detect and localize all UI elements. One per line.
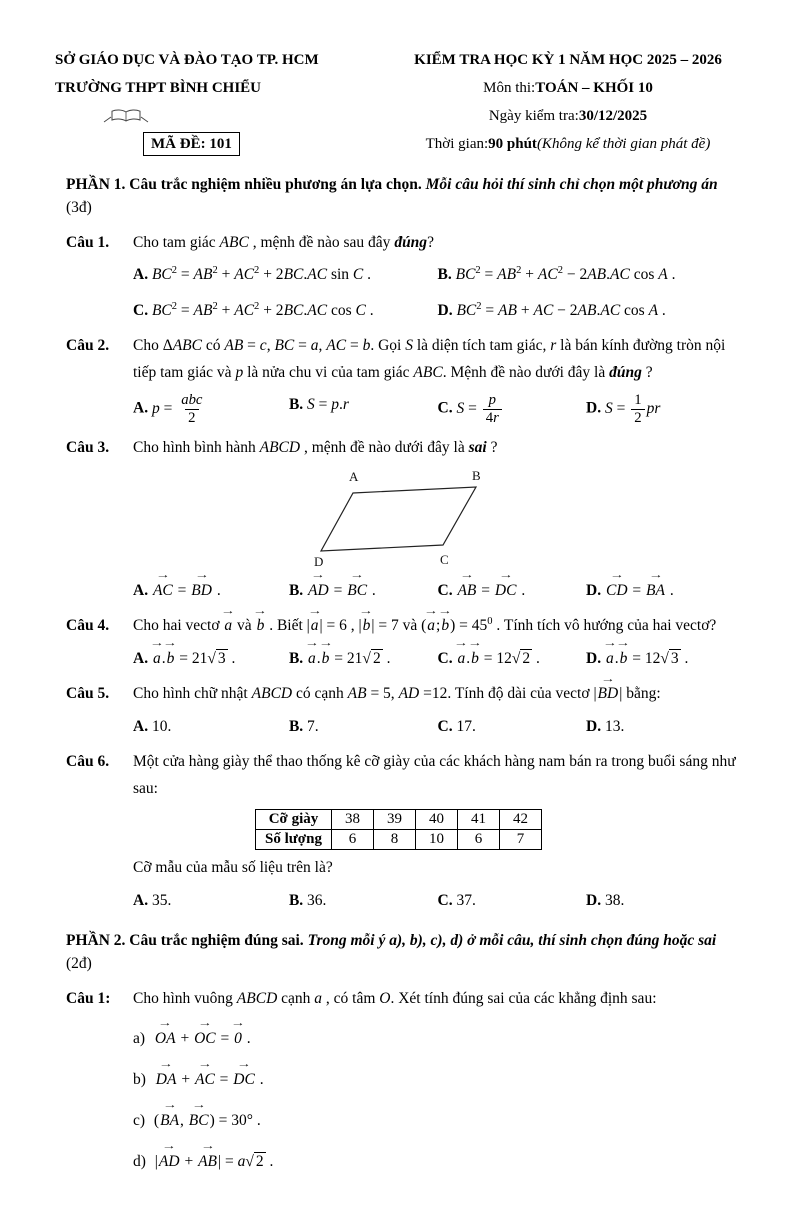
ornament-row: [55, 102, 390, 130]
option: [586, 888, 742, 914]
table-cell: 42: [499, 810, 541, 830]
exam-date: [394, 102, 742, 130]
part1-heading-note: Mỗi câu hỏi thí sinh chỉ chọn một phương án: [421, 176, 718, 193]
statement-text: DA → + AC → = DC → .: [155, 1071, 264, 1088]
question-body: Cho hình vuông ABCD cạnh a , có tâm O. Xét tính đúng sai của các khẳng định sau:: [133, 989, 657, 1007]
option-key: D.: [586, 649, 602, 667]
option: [289, 646, 438, 672]
option-key: C.: [437, 891, 453, 909]
book-pen-ornament-icon: [103, 108, 149, 124]
option-text: $BC^2 = AB^2 + AC^2 - 2AB.AC$ cos A .: [455, 265, 676, 284]
statement-key: b): [133, 1071, 146, 1089]
exam-title: [394, 46, 742, 74]
statement: [133, 1107, 742, 1135]
exam-code-row: [55, 130, 390, 158]
answer-options: [133, 646, 742, 672]
option-text: 38.: [604, 891, 625, 909]
row-label: Số lượng: [256, 830, 332, 850]
statement-text: |AD → + AB →| = a√ 2 .: [155, 1153, 274, 1170]
question-body: Cho tam giác ABC , mệnh đề nào sau đây đúng?: [133, 233, 434, 251]
answer-options: [133, 262, 742, 324]
statements: [133, 1025, 742, 1176]
option-text: S = p.r: [307, 396, 349, 414]
option: [289, 578, 438, 604]
statement-key: a): [133, 1030, 146, 1048]
option-key: A.: [133, 717, 149, 735]
option-text: p = $\frac{\text{abc}}{2}$: [151, 392, 203, 426]
table-cell: 41: [457, 810, 499, 830]
question-label: Câu 1.: [66, 233, 110, 251]
part2-heading-bold: PHẦN 2. Câu trắc nghiệm đúng sai.: [66, 932, 304, 950]
option: [438, 298, 743, 324]
option: [133, 298, 438, 324]
exam-duration: [394, 130, 742, 158]
option-key: D.: [586, 891, 602, 909]
option-key: D.: [586, 581, 602, 599]
option: [438, 714, 587, 740]
option-key: C.: [437, 717, 453, 735]
svg-text:B: B: [472, 467, 481, 483]
question-body: Cho ΔABC có AB = c, BC = a, AC = b. Gọi S là diện tích tam giác, r là bán kính đường tròn nội tiếp tam giác và p là nửa chu vi của tam giác ABC. Mệnh đề nào dưới đây là đúng ?: [133, 336, 726, 381]
part1-heading-points: (3đ): [66, 199, 92, 217]
department-name-text: SỞ GIÁO DỤC VÀ ĐÀO TẠO TP. HCM: [55, 51, 319, 68]
option-key: C.: [437, 581, 453, 599]
option-text: a →.b → = 21√ 2 .: [307, 650, 390, 667]
option-text: $BC^2$ = AB + AC − 2AB.AC cos A .: [456, 300, 666, 319]
part2-heading: [55, 929, 742, 976]
subject-value: TOÁN – KHỐI 10: [535, 79, 653, 96]
option-key: C.: [133, 301, 149, 319]
statement-text: (BA →, BC →) = 30° .: [154, 1112, 261, 1129]
question-body: Cho hình chữ nhật ABCD có cạnh AB = 5, AD =12. Tính độ dài của vectơ |BD →| bằng:: [133, 681, 742, 708]
option-key: B.: [288, 891, 304, 909]
statement: [133, 1025, 742, 1053]
question-label: Câu 1:: [66, 989, 111, 1007]
option: [586, 714, 742, 740]
option-key: B.: [288, 717, 304, 735]
exam-code-box: MÃ ĐỀ: 101: [143, 132, 240, 156]
option-text: $BC^2 = AB^2 + AC^2 + 2BC.AC$ sin C .: [151, 265, 371, 284]
answer-options: [133, 888, 742, 914]
option-text: a →.b → = 21√ 3 .: [152, 650, 235, 667]
table-cell: 39: [373, 810, 415, 830]
table-cell: 38: [331, 810, 373, 830]
option-text: 35.: [151, 891, 172, 909]
option: [289, 392, 438, 426]
option: [289, 714, 438, 740]
table-row: [256, 810, 542, 830]
exam-subject: [394, 74, 742, 102]
option: [438, 888, 587, 914]
document-header: [55, 46, 742, 158]
part2-heading-points: (2đ): [66, 955, 92, 973]
statement-text: OA → + OC → = 0 → .: [154, 1030, 251, 1047]
option-key: A.: [133, 649, 149, 667]
part1-questions: [55, 230, 742, 915]
option-text: CD → = BA → .: [605, 582, 674, 599]
option-key: A.: [133, 266, 149, 284]
statement-key: c): [133, 1112, 146, 1130]
question: [55, 681, 742, 740]
option: [133, 888, 289, 914]
duration-note: (Không kể thời gian phát đề): [536, 135, 711, 152]
question: [55, 333, 742, 426]
option-text: S = $\frac{p}{4r}$: [456, 400, 503, 417]
question: [55, 986, 742, 1176]
option-text: $BC^2 = AB^2 + AC^2 + 2BC.AC$ cos C .: [151, 300, 374, 319]
option-text: AB → = DC → .: [456, 582, 525, 599]
question-label: Câu 3.: [66, 439, 110, 457]
part2-heading-note: Trong mỗi ý a), b), c), d) ở mỗi câu, thí sinh chọn đúng hoặc sai: [303, 932, 717, 950]
option-key: B.: [288, 581, 304, 599]
date-value: 30/12/2025: [578, 107, 648, 124]
question: [55, 435, 742, 604]
table-cell: 8: [373, 830, 415, 850]
option-text: 17.: [456, 717, 476, 735]
option: [133, 714, 289, 740]
question: [55, 230, 742, 324]
option-key: C.: [437, 399, 453, 417]
option-text: 7.: [307, 717, 319, 735]
table-row: [256, 830, 542, 850]
part1-heading-bold: PHẦN 1. Câu trắc nghiệm nhiều phương án lựa chọn.: [66, 176, 422, 193]
question: [55, 613, 742, 672]
date-prefix: Ngày kiểm tra:: [488, 107, 579, 124]
option: [133, 392, 289, 426]
option: [438, 646, 587, 672]
question-body: Cho hai vectơ a → và b → . Biết |a →| = 6 , |b →| = 7 và (a →;b →) = $45^0$ . Tính tích vô hướng của hai vectơ?: [133, 613, 742, 640]
question: [55, 749, 742, 914]
answer-options: [133, 392, 742, 426]
duration-value: 90 phút: [488, 135, 537, 152]
option: [133, 646, 289, 672]
parallelogram-figure: [55, 467, 742, 572]
option-text: 37.: [456, 891, 476, 909]
option-text: 13.: [604, 717, 625, 735]
svg-text:A: A: [349, 468, 359, 484]
svg-text:C: C: [440, 551, 449, 567]
option: [586, 392, 742, 426]
option-key: A.: [133, 891, 149, 909]
option: [438, 578, 587, 604]
statement-key: d): [133, 1152, 146, 1170]
option: [438, 392, 587, 426]
table-cell: 6: [331, 830, 373, 850]
school-name-text: TRƯỜNG THPT BÌNH CHIỂU: [55, 79, 262, 96]
option-key: D.: [586, 717, 602, 735]
option-text: a →.b → = 12√ 2 .: [456, 650, 539, 667]
option-text: S = $\frac{1}{2}$ pr: [604, 392, 661, 426]
option-key: C.: [437, 649, 453, 667]
duration-prefix: Thời gian:: [425, 135, 489, 152]
row-label: Cỡ giày: [256, 810, 332, 830]
option: [133, 262, 438, 288]
statement: [133, 1066, 742, 1094]
option-key: D.: [437, 301, 453, 319]
option-key: B.: [437, 266, 452, 284]
table-cell: 40: [415, 810, 457, 830]
option-text: AC → = BD → .: [152, 582, 221, 599]
option-key: B.: [288, 649, 304, 667]
option: [438, 262, 743, 288]
question-body: Một cửa hàng giày thể thao thống kê cỡ giày của các khách hàng nam bán ra trong buổi sáng như sau:: [133, 753, 736, 797]
option: [289, 888, 438, 914]
option: [586, 646, 742, 672]
frequency-table: [255, 809, 542, 850]
question-body: Cho hình bình hành ABCD , mệnh đề nào dưới đây là sai ?: [133, 439, 498, 457]
option: [133, 578, 289, 604]
question-label: Câu 5.: [66, 685, 110, 703]
subject-prefix: Môn thi:: [483, 79, 536, 96]
table-cell: 10: [415, 830, 457, 850]
table-cell: 6: [457, 830, 499, 850]
answer-options: [133, 578, 742, 604]
header-left: [55, 46, 390, 158]
school-name: [55, 74, 390, 102]
option-key: D.: [586, 399, 602, 417]
option-text: AD → = BC → .: [307, 582, 376, 599]
exam-title-text: KIỂM TRA HỌC KỲ 1 NĂM HỌC 2025 – 2026: [414, 51, 722, 68]
part1-heading: [55, 173, 742, 220]
statement: [133, 1148, 742, 1176]
header-right: [394, 46, 742, 158]
svg-text:D: D: [314, 553, 324, 567]
option-key: B.: [288, 396, 304, 414]
option-key: A.: [133, 581, 149, 599]
option-text: a →.b → = 12√ 3 .: [605, 650, 688, 667]
question-label: Câu 6.: [66, 753, 110, 771]
question-label: Câu 2.: [66, 336, 110, 354]
part2-questions: [55, 986, 742, 1176]
option-text: 36.: [307, 891, 327, 909]
option: [586, 578, 742, 604]
answer-options: [133, 714, 742, 740]
department-name: [55, 46, 390, 74]
table-cell: 7: [499, 830, 541, 850]
question-body-continued: Cỡ mẫu của mẫu số liệu trên là?: [133, 859, 333, 877]
option-key: A.: [133, 399, 149, 417]
question-label: Câu 4.: [66, 617, 110, 635]
option-text: 10.: [151, 717, 172, 735]
